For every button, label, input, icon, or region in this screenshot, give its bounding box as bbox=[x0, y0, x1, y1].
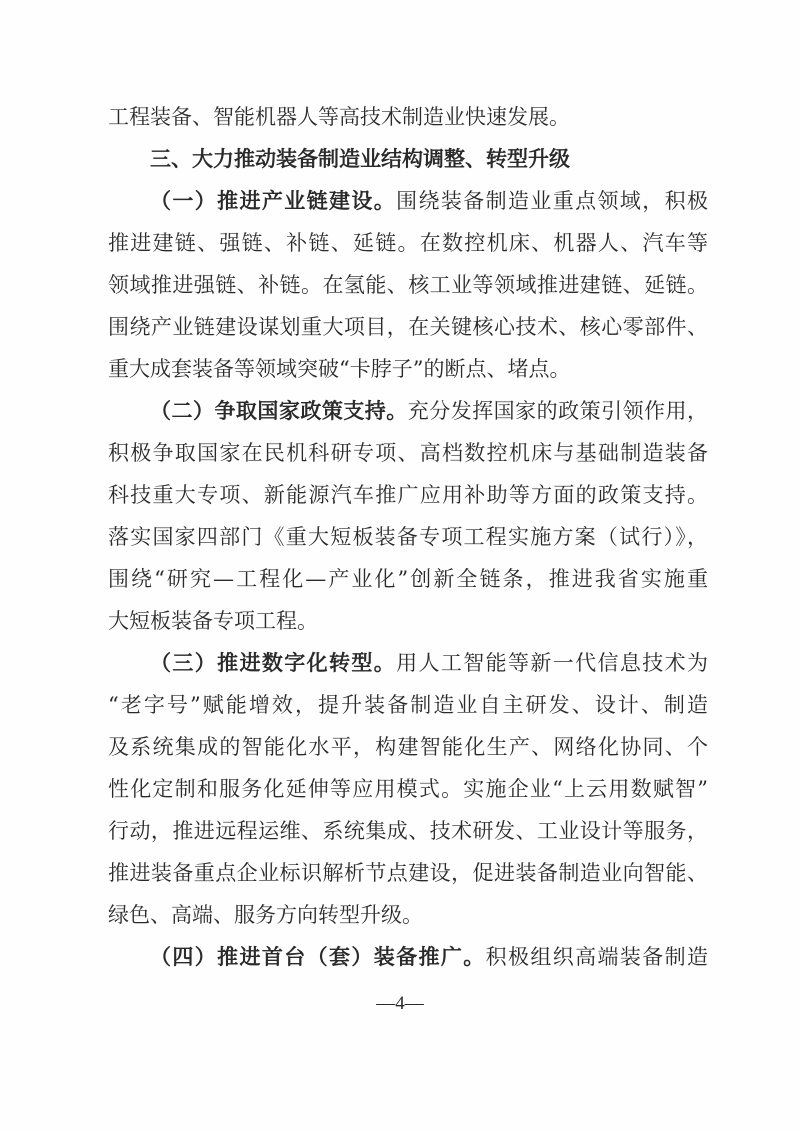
item-2-first-line-text: 充分发挥国家的政策引领作用， bbox=[407, 399, 709, 423]
item-3-label: （三）推进数字化转型。 bbox=[150, 651, 397, 675]
section-heading: 三、大力推动装备制造业结构调整、转型升级 bbox=[150, 147, 570, 171]
paragraph-line: 围绕产业链建设谋划重大项目，在关键核心技术、核心零部件、 bbox=[108, 315, 708, 339]
paragraph-line: “老字号”赋能增效，提升装备制造业自主研发、设计、制造 bbox=[108, 693, 708, 717]
paragraph-line: 大短板装备专项工程。 bbox=[108, 609, 318, 633]
paragraph-line: 行动，推进远程运维、系统集成、技术研发、工业设计等服务， bbox=[108, 819, 708, 843]
paragraph-line: 围绕“研究—工程化—产业化”创新全链条，推进我省实施重 bbox=[108, 567, 708, 591]
item-3-first-line-text: 用人工智能等新一代信息技术为 bbox=[396, 651, 708, 675]
item-1-label: （一）推进产业链建设。 bbox=[150, 189, 397, 213]
item-1-first-line bbox=[108, 180, 708, 222]
document-body bbox=[108, 96, 708, 978]
paragraph-line: 性化定制和服务化延伸等应用模式。实施企业“上云用数赋智” bbox=[108, 777, 708, 801]
paragraph-line: 领域推进强链、补链。在氢能、核工业等领域推进建链、延链。 bbox=[108, 273, 708, 297]
paragraph-line: 积极争取国家在民机科研专项、高档数控机床与基础制造装备 bbox=[108, 441, 708, 465]
continued-line: 工程装备、智能机器人等高技术制造业快速发展。 bbox=[108, 105, 570, 129]
paragraph-line: 绿色、高端、服务方向转型升级。 bbox=[108, 903, 423, 927]
paragraph-line: 推进建链、强链、补链、延链。在数控机床、机器人、汽车等 bbox=[108, 231, 708, 255]
item-3-first-line bbox=[108, 642, 708, 684]
item-4-label: （四）推进首台（套）装备推广。 bbox=[150, 945, 486, 969]
item-2-first-line bbox=[108, 390, 708, 432]
item-2-label: （二）争取国家政策支持。 bbox=[150, 399, 408, 423]
item-4-first-line bbox=[108, 936, 708, 978]
paragraph-line: 重大成套装备等领域突破“卡脖子”的断点、堵点。 bbox=[108, 357, 571, 381]
item-4-first-line-text: 积极组织高端装备制造 bbox=[485, 945, 708, 969]
paragraph-line: 落实国家四部门《重大短板装备专项工程实施方案（试行）》， bbox=[108, 525, 708, 549]
paragraph-line: 及系统集成的智能化水平，构建智能化生产、网络化协同、个 bbox=[108, 735, 708, 759]
page-number: —4— bbox=[376, 993, 424, 1014]
item-1-first-line-text: 围绕装备制造业重点领域，积极 bbox=[396, 189, 708, 213]
paragraph-line: 科技重大专项、新能源汽车推广应用补助等方面的政策支持。 bbox=[108, 483, 708, 507]
paragraph-line: 推进装备重点企业标识解析节点建设，促进装备制造业向智能、 bbox=[108, 861, 708, 885]
